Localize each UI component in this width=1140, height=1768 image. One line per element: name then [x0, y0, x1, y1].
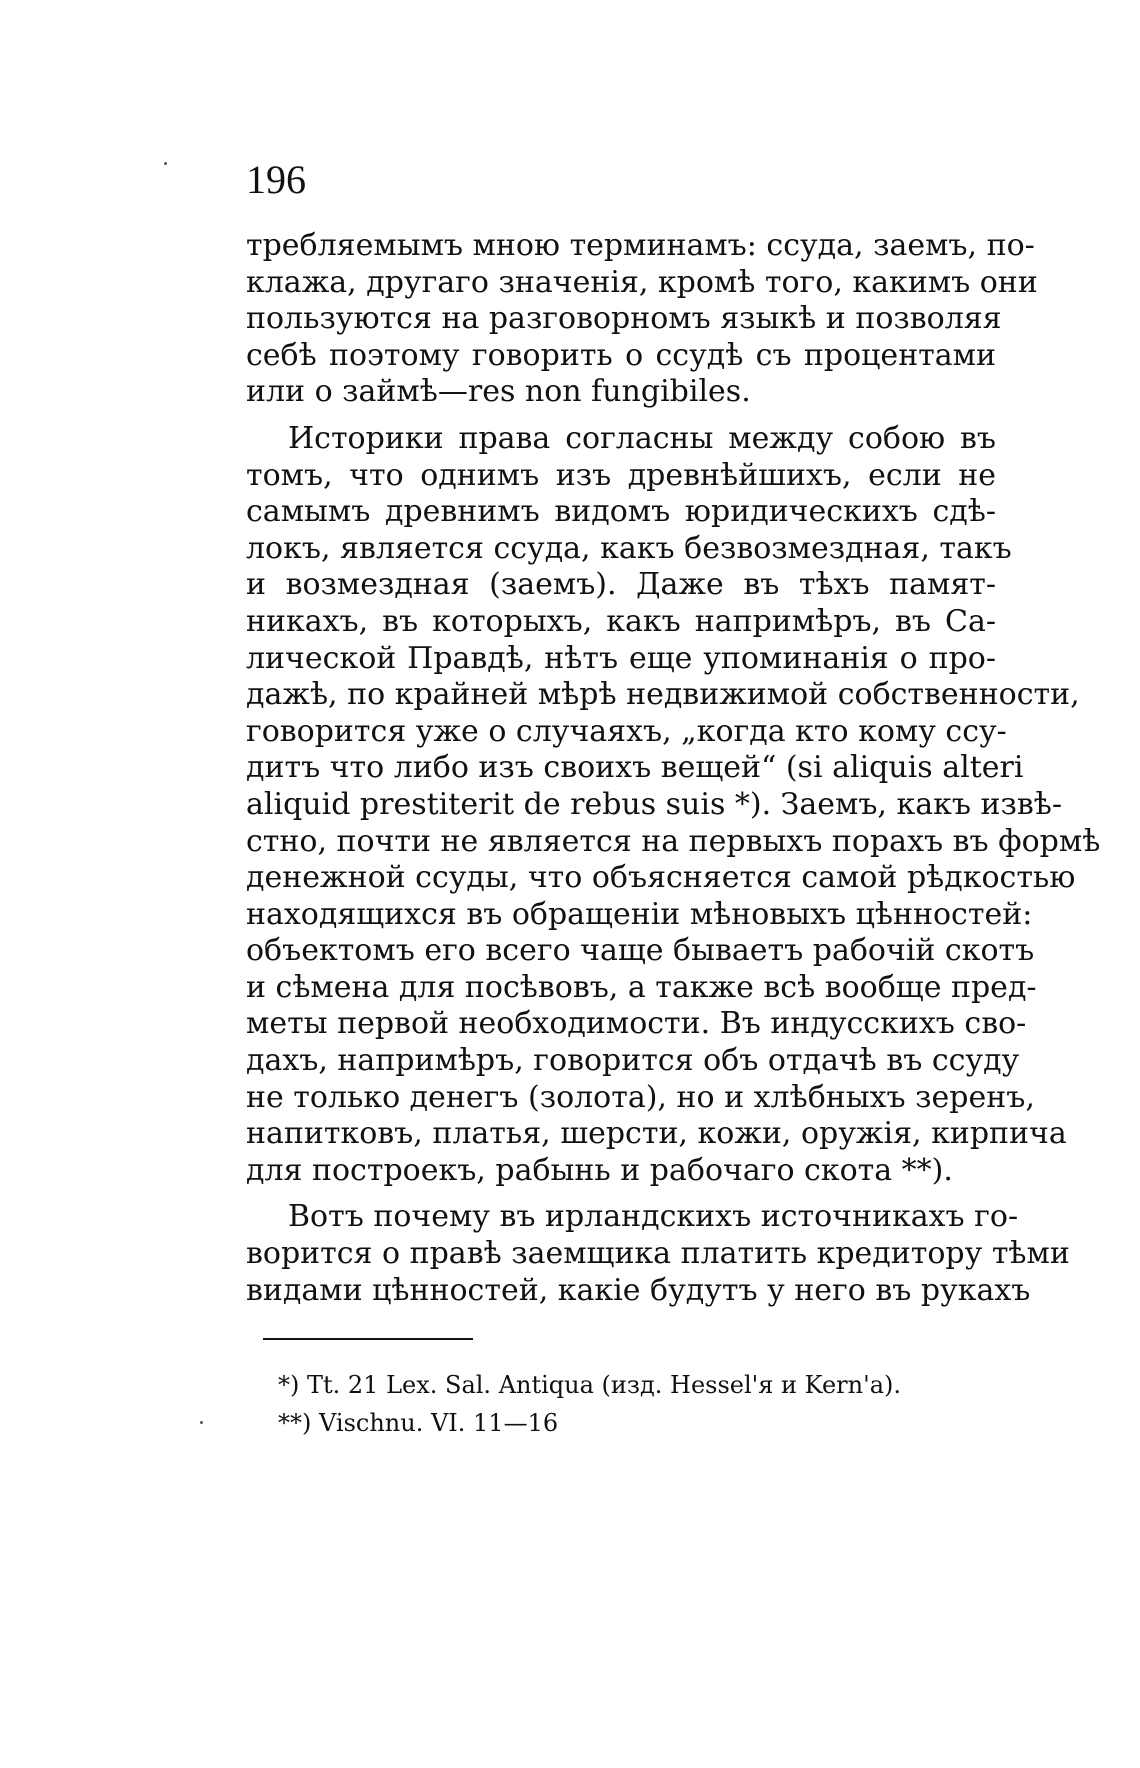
text-line: напитковъ, платья, шерсти, кожи, оружія, кирпича [246, 1116, 1067, 1152]
text-line: объектомъ его всего чаще бываетъ рабочій скотъ [246, 933, 1035, 969]
text-line: требляемымъ мною терминамъ: ссуда, заемъ, по- [246, 228, 1035, 263]
text-line: ворится о правѣ заемщика платить кредитору тѣми [246, 1236, 1070, 1272]
text-line: денежной ссуды, что объясняется самой рѣдкостью [246, 860, 1076, 896]
paragraph [246, 420, 1101, 1189]
paragraph [246, 228, 1038, 411]
text-line: или о займѣ—res non fungibiles. [246, 374, 751, 410]
text-line: стно, почти не является на первыхъ порахъ въ формѣ [246, 823, 1101, 859]
paragraph [246, 1199, 1070, 1309]
footnote: *) Tt. 21 Lex. Sal. Antiqua (изд. Hessel'я и Kern'а). [278, 1371, 901, 1399]
text-line: томъ, что однимъ изъ древнѣйшихъ, если не [246, 457, 996, 493]
text-line: видами цѣнностей, какіе будутъ у него въ рукахъ [246, 1272, 1031, 1308]
text-line: меты первой необходимости. Въ индусскихъ сво- [246, 1006, 1027, 1042]
text-line: самымъ древнимъ видомъ юридическихъ сдѣ- [246, 494, 996, 530]
print-speck [164, 162, 167, 165]
text-line: себѣ поэтому говорить о ссудѣ съ процентами [246, 337, 996, 373]
text-line: дажѣ, по крайней мѣрѣ недвижимой собственности, [246, 677, 1080, 713]
text-line: локъ, является ссуда, какъ безвозмездная, такъ [246, 530, 1012, 566]
footnote-divider [263, 1338, 473, 1340]
text-line: дитъ что либо изъ своихъ вещей“ (si aliquis alteri [246, 750, 1024, 786]
text-line: не только денегъ (золота), но и хлѣбныхъ зеренъ, [246, 1079, 1035, 1115]
text-line: и сѣмена для посѣвовъ, а также всѣ вообще пред- [246, 969, 1037, 1005]
text-line: никахъ, въ которыхъ, какъ напримѣръ, въ Са- [246, 603, 996, 639]
print-speck [200, 1421, 203, 1424]
text-line: aliquid prestiterit de rebus suis *). Заемъ, какъ извѣ- [246, 786, 1062, 822]
text-line: Историки права согласны между собою въ [288, 420, 996, 456]
text-line: находящихся въ обращеніи мѣновыхъ цѣнностей: [246, 896, 1033, 932]
text-line: для построекъ, рабынь и рабочаго скота **). [246, 1152, 953, 1188]
text-line: клажа, другаго значенія, кромѣ того, какимъ они [246, 264, 1038, 300]
footnote: **) Vischnu. VI. 11—16 [278, 1409, 559, 1437]
text-line: лической Правдѣ, нѣтъ еще упоминанія о про- [246, 640, 996, 676]
text-line: Вотъ почему въ ирландскихъ источникахъ го- [288, 1199, 1019, 1235]
text-line: говорится уже о случаяхъ, „когда кто кому ссу- [246, 713, 1007, 749]
text-line: и возмездная (заемъ). Даже въ тѣхъ памят- [246, 567, 996, 603]
text-line: дахъ, напримѣръ, говорится объ отдачѣ въ ссуду [246, 1043, 1020, 1079]
page-number: 196 [246, 157, 306, 202]
body-text [246, 228, 1101, 1309]
footnotes [278, 1366, 978, 1442]
text-line: пользуются на разговорномъ языкѣ и позволяя [246, 301, 1002, 337]
